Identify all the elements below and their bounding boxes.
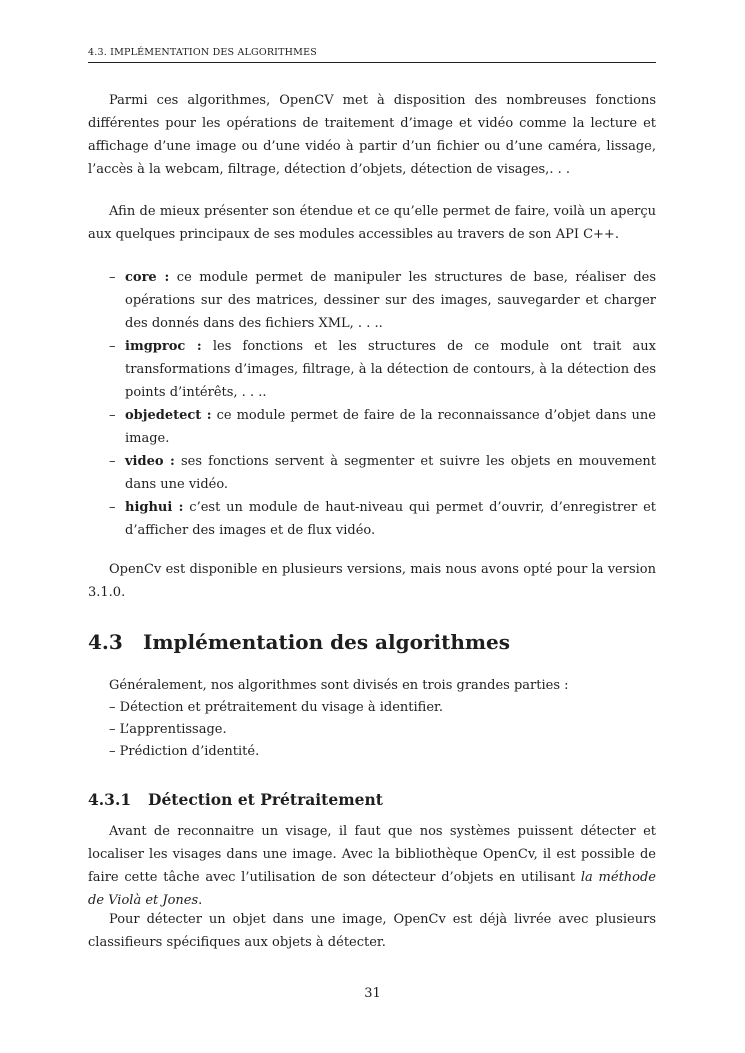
module-description: les fonctions et les structures de ce module ont trait aux transformations d’images, filtrage, à la détection de contours, à la détection des points d’intérêts, . . .. [125, 339, 657, 400]
list-item: – objedetect : ce module permet de faire de la reconnaissance d’objet dans une image. [109, 408, 656, 446]
list-item: – Prédiction d’identité. [109, 744, 260, 759]
paragraph-opencv-version: OpenCv est disponible en plusieurs versions, mais nous avons opté pour la version 3.1.0. [88, 562, 656, 600]
paragraph-classifiers: Pour détecter un objet dans une image, OpenCv est déjà livrée avec plusieurs classifieurs spécifiques aux objets à détecter. [88, 912, 656, 950]
paragraph-opencv-functions: Parmi ces algorithmes, OpenCV met à disposition des nombreuses fonctions différentes pour les opérations de traitement d’image et vidéo comme la lecture et affichage d’une image ou d’une vidéo à partir d’un fichier ou d’une caméra, lissage, l’accès à la webcam, filtrage, détection d’objets, détection de visages,. . . [88, 93, 656, 177]
module-description: c’est un module de haut-niveau qui permet d’ouvrir, d’enregistrer et d’afficher des images et de flux vidéo. [125, 500, 656, 538]
module-name: objedetect : [125, 408, 212, 423]
parts-list [109, 697, 656, 763]
module-name: video : [125, 454, 175, 469]
method-name: la méthode de Violà et Jones [88, 870, 657, 908]
page-number: 31 [364, 986, 381, 1001]
module-name: highui : [125, 500, 184, 515]
paragraph-detection: Avant de reconnaitre un visage, il faut que nos systèmes puissent détecter et localiser les visages dans une image. Avec la bibliothèque OpenCv, il est possible de faire cette tâche avec l’utilisation de son détecteur d’objets en utilisant la méthode de Violà et Jones. [88, 824, 657, 908]
list-item: – highui : c’est un module de haut-niveau qui permet d’ouvrir, d’enregistrer et d’afficher des images et de flux vidéo. [109, 500, 656, 538]
list-item: – video : ses fonctions servent à segmenter et suivre les objets en mouvement dans une vidéo. [109, 454, 656, 492]
section-intro: Généralement, nos algorithmes sont divisés en trois grandes parties : [109, 678, 569, 693]
list-item: – core : ce module permet de manipuler les structures de base, réaliser des opérations sur des matrices, dessiner sur des images, sauvegarder et charger des donnés dans des fichiers XML, . . .. [109, 270, 657, 331]
list-item: – L’apprentissage. [109, 722, 227, 737]
paragraph-modules-intro: Afin de mieux présenter son étendue et ce qu’elle permet de faire, voilà un aperçu aux quelques principaux de ses modules accessibles au travers de son API C++. [88, 204, 656, 242]
running-head: 4.3. IMPLÉMENTATION DES ALGORITHMES [88, 47, 656, 63]
module-name: core : [125, 270, 170, 285]
module-description: ce module permet de manipuler les structures de base, réaliser des opérations sur des matrices, dessiner sur des images, sauvegarder et charger des donnés dans des fichiers XML, . . .. [125, 270, 657, 331]
list-item: – Détection et prétraitement du visage à identifier. [109, 700, 443, 715]
section-heading: 4.3 Implémentation des algorithmes [88, 630, 511, 654]
module-name: imgproc : [125, 339, 202, 354]
module-description: ses fonctions servent à segmenter et suivre les objets en mouvement dans une vidéo. [125, 454, 656, 492]
list-item: – imgproc : les fonctions et les structures de ce module ont trait aux transformations d’images, filtrage, à la détection de contours, à la détection des points d’intérêts, . . .. [109, 339, 657, 400]
subsection-heading: 4.3.1 Détection et Prétraitement [88, 790, 383, 809]
module-description: ce module permet de faire de la reconnaissance d’objet dans une image. [125, 408, 656, 446]
modules-list [109, 266, 656, 542]
